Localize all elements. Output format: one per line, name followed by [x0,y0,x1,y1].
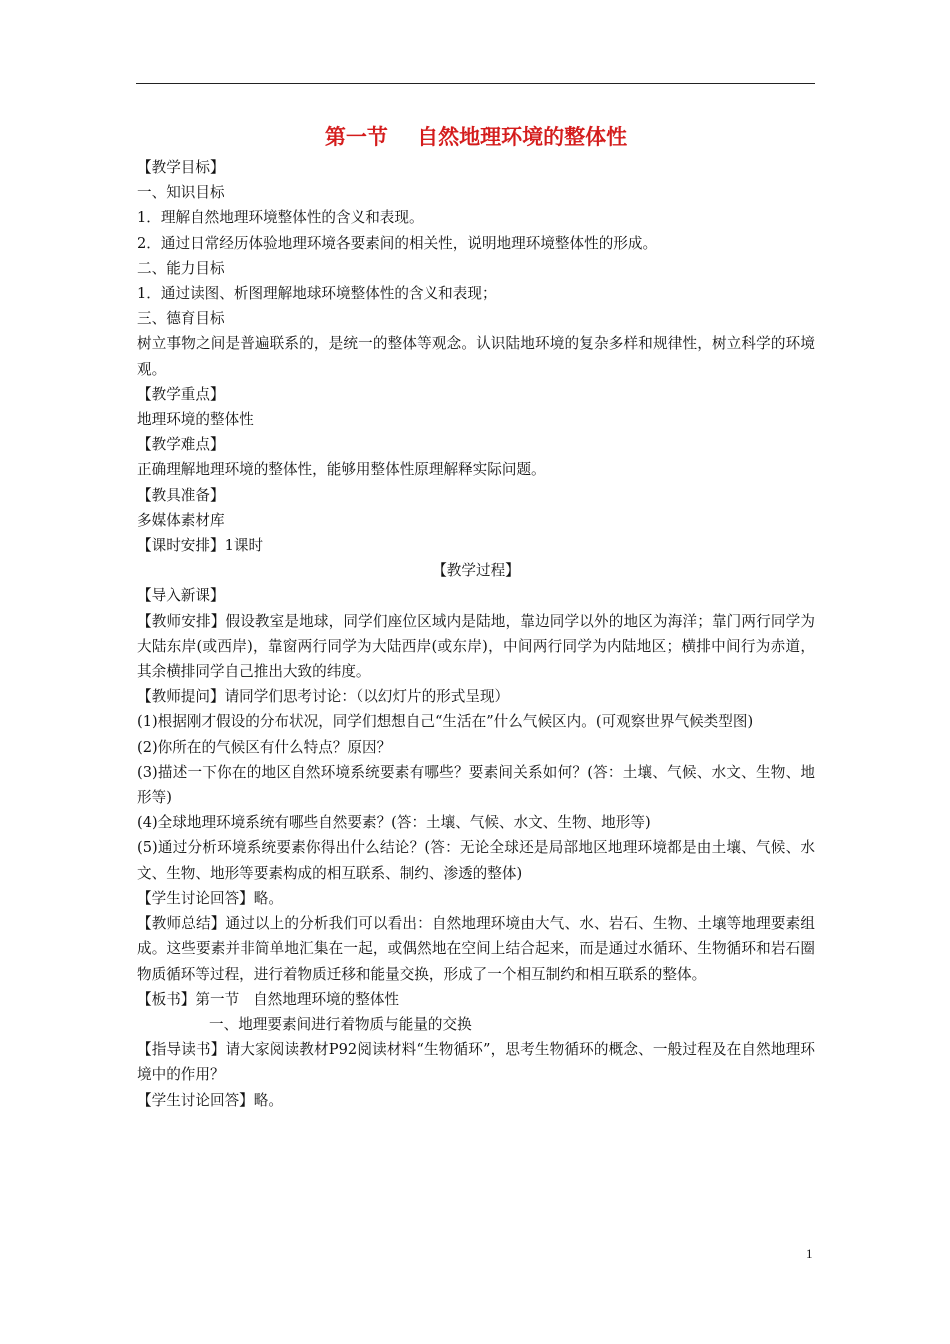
teacher-summary: 【教师总结】通过以上的分析我们可以看出：自然地理环境由大气、水、岩石、生物、土壤等地理要素组成。这些要素并非简单地汇集在一起，或偶然地在空间上结合起来，而是通过水循环、生物循环和岩石圈物质循环等过程，进行着物质迁移和能量交换，形成了一个相互制约和相互联系的整体。 [137,915,815,983]
heading-teaching-process: 【教学过程】 [432,562,520,580]
question-5: (5)通过分析环境系统要素你得出什么结论？(答：无论全球还是局部地区地理环境都是由土壤、气候、水文、生物、地形等要素构成的相互联系、制约、渗透的整体) [137,839,815,882]
key-point-text: 地理环境的整体性 [137,411,254,429]
student-answer-1: 【学生讨论回答】略。 [137,889,283,907]
board-writing: 【板书】第一节 自然地理环境的整体性 [137,990,400,1008]
question-1: (1)根据刚才假设的分布状况，同学们想想自己“生活在”什么气候区内。(可观察世界气候类型图) [137,713,754,731]
subheading-knowledge: 一、知识目标 [137,184,225,202]
question-2: (2)你所在的气候区有什么特点？原因？ [137,738,392,756]
teacher-question: 【教师提问】请同学们思考讨论：（以幻灯片的形式呈现） [137,688,510,706]
heading-teaching-goals: 【教学目标】 [137,159,225,176]
question-3: (3)描述一下你在的地区自然环境系统要素有哪些？要素间关系如何？(答：土壤、气候、水文、生物、地形等) [137,763,815,807]
header-rule [136,83,815,84]
document-body [137,120,815,1113]
heading-difficulty: 【教学难点】 [137,436,225,454]
board-subpoint: 一、地理要素间进行着物质与能量的交换 [209,1015,472,1033]
ability-item-1: 1．通过读图、析图理解地球环境整体性的含义和表现； [137,285,497,303]
question-4: (4)全球地理环境系统有哪些自然要素？(答：土壤、气候、水文、生物、地形等) [137,814,651,832]
reading-guide: 【指导读书】请大家阅读教材P92阅读材料“生物循环”，思考生物循环的概念、一般过程及在自然地理环境中的作用？ [137,1041,815,1084]
materials-text: 多媒体素材库 [137,511,225,529]
teacher-arrangement: 【教师安排】假设教室是地球，同学们座位区域内是陆地，靠边同学以外的地区为海洋；靠门两行同学为大陆东岸(或西岸)，靠窗两行同学为大陆西岸(或东岸)，中间两行同学为内陆地区；横排中间行为赤道，其余横排同学自己推出大致的纬度。 [137,612,815,681]
difficulty-text: 正确理解地理环境的整体性，能够用整体性原理解释实际问题。 [137,461,546,479]
heading-introduction: 【导入新课】 [137,587,225,605]
subheading-ability: 二、能力目标 [137,259,225,277]
heading-key-point: 【教学重点】 [137,385,225,403]
knowledge-item-2: 2．通过日常经历体验地理环境各要素间的相关性，说明地理环境整体性的形成。 [137,234,658,252]
class-hours: 【课时安排】1课时 [137,537,264,555]
student-answer-2: 【学生讨论回答】略。 [137,1091,283,1109]
page-number: 1 [806,1246,813,1261]
knowledge-item-1: 1．理解自然地理环境整体性的含义和表现。 [137,209,424,227]
moral-paragraph: 树立事物之间是普遍联系的，是统一的整体等观念。认识陆地环境的复杂多样和规律性，树立科学的环境观。 [137,335,815,378]
section-title: 第一节 自然地理环境的整体性 [324,125,628,149]
heading-materials: 【教具准备】 [137,486,225,504]
subheading-moral: 三、德育目标 [137,310,225,328]
